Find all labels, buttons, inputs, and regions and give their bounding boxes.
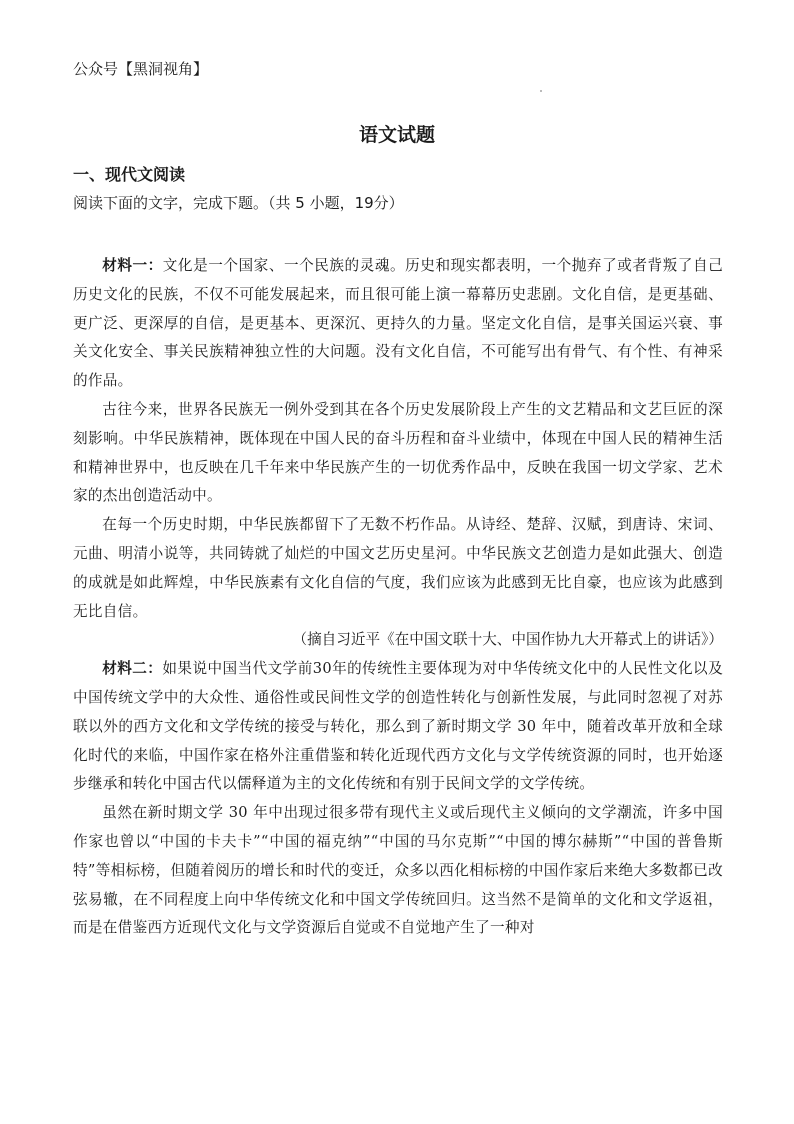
material1-paragraph-1 [73,252,723,396]
material1-source: （摘自习近平《在中国文联十大、中国作协九大开幕式上的讲话》） [292,631,723,649]
material1-paragraph-3: 在每一个历史时期，中华民族都留下了无数不朽作品。从诗经、楚辞、汉赋，到唐诗、宋词、元曲、明清小说等，共同铸就了灿烂的中国文艺历史星河。中华民族文艺创造力是如此强大、创造的成就是如此辉煌，中华民族素有文化自信的气度，我们应该为此感到无比自豪，也应该为此感到无比自信。 [73,516,723,620]
section-heading: 一、现代文阅读 [73,165,186,184]
material1-paragraph-2: 古往今来，世界各民族无一例外受到其在各个历史发展阶段上产生的文艺精品和文艺巨匠的深刻影响。中华民族精神，既体现在中国人民的奋斗历程和奋斗业绩中，体现在中国人民的精神生活和精神世界中，也反映在几千年来中华民族产生的一切优秀作品中，反映在我国一切文学家、艺术家的杰出创造活动中。 [73,400,723,505]
header-tag: 公众号【黑洞视角】 [73,60,209,78]
material2-p1-text: 如果说中国当代文学前30年的传统性主要体现为对中华传统文化中的人民性文化以及中国传统文学中的大众性、通俗性或民间性文学的创造性转化与创新性发展，与此同时忽视了对苏联以外的西方文化和文学传统的接受与转化，那么到了新时期文学 30 年中，随着改革开放和全球化时代的来临，中国作家在格外注重借鉴和转化近现代西方文化与文学传统资源的同时，也开始逐步继承和转化中国古代以儒释道为主的文化传统和有别于民间文学的文学传统。 [73,660,723,793]
material2-paragraph-2: 虽然在新时期文学 30 年中出现过很多带有现代主义或后现代主义倾向的文学潮流，许多中国作家也曾以“中国的卡夫卡”“中国的福克纳”“中国的马尔克斯”“中国的博尔赫斯”“中国的普鲁斯特”等相标榜，但随着阅历的增长和时代的变迁，众多以西化相标榜的中国作家后来绝大多数都已改弦易辙，在不同程度上向中华传统文化和中国文学传统回归。这当然不是简单的文化和文学返祖，而是在借鉴西方近现代文化与文学资源后自觉或不自觉地产生了一种对 [73,804,723,937]
material1-p1-text: 文化是一个国家、一个民族的灵魂。历史和现实都表明，一个抛弃了或者背叛了自己历史文化的民族，不仅不可能发展起来，而且很可能上演一幕幕历史悲剧。文化自信，是更基础、更广泛、更深厚的自信，是更基本、更深沉、更持久的力量。坚定文化自信，是事关国运兴衰、事关文化安全、事关民族精神独立性的大问题。没有文化自信，不可能写出有骨气、有个性、有神采的作品。 [73,257,723,390]
page-title: 语文试题 [358,124,435,146]
scan-speck [540,90,542,92]
material1-label: 材料一： [102,257,163,274]
reading-passage [73,252,723,943]
material2-label: 材料二： [102,660,163,678]
material2-paragraph-1 [73,655,723,799]
section-instruction: 阅读下面的文字，完成下题。（共 5 小题，19分） [73,194,404,212]
